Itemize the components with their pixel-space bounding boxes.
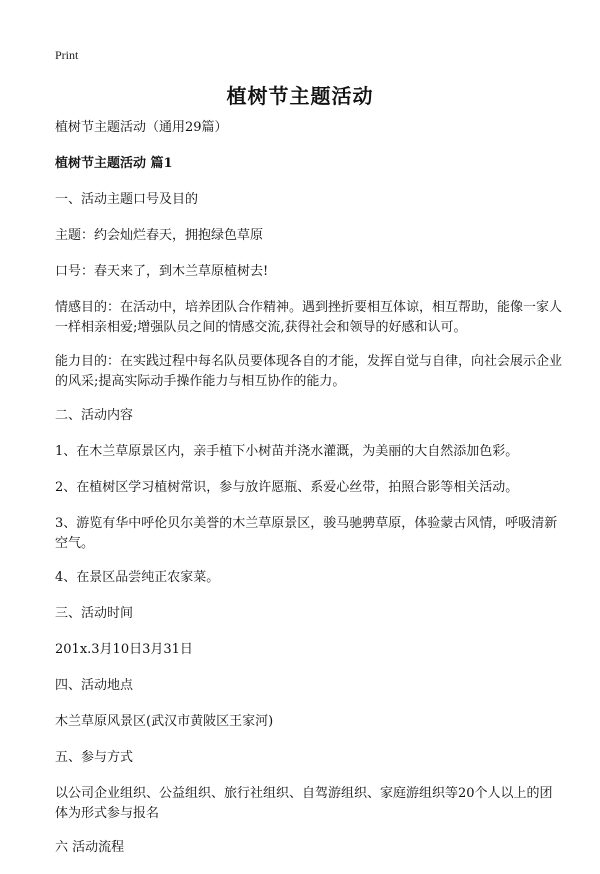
activity-time: 201x.3月10日3月31日 — [55, 642, 193, 657]
content-item-3: 3、游览有华中呼伦贝尔美誉的木兰草原景区，骏马驰骋草原，体验蒙古风情，呼吸清新空气。 — [55, 516, 558, 551]
heading-activity-process: 六 活动流程 — [55, 840, 125, 855]
document-body — [55, 118, 565, 874]
content-item-1: 1、在木兰草原景区内，亲手植下小树苗并浇水灌溉，为美丽的大自然添加色彩。 — [55, 444, 519, 459]
heading-participation: 五、参与方式 — [55, 750, 134, 765]
emotional-goal: 情感目的：在活动中，培养团队合作精神。遇到挫折要相互体谅，相互帮助，能像一家人一样相亲相爱;增强队员之间的情感交流,获得社会和领导的好感和认可。 — [55, 300, 563, 335]
participation-method: 以公司企业组织、公益组织、旅行社组织、自驾游组织、家庭游组织等20个人以上的团体为形式参与报名 — [55, 786, 553, 821]
heading-activity-time: 三、活动时间 — [55, 606, 134, 621]
heading-activity-location: 四、活动地点 — [55, 678, 134, 693]
subtitle: 植树节主题活动（通用29篇） — [55, 120, 228, 135]
heading-activity-content: 二、活动内容 — [55, 408, 134, 423]
content-item-4: 4、在景区品尝纯正农家菜。 — [55, 570, 220, 585]
activity-location: 木兰草原风景区(武汉市黄陂区王家河) — [55, 714, 274, 729]
ability-goal: 能力目的：在实践过程中每名队员要体现各自的才能，发挥自觉与自律，向社会展示企业的风采;提高实际动手操作能力与相互协作的能力。 — [55, 354, 563, 389]
document-title: 植树节主题活动 — [226, 84, 374, 108]
theme-line: 主题：约会灿烂春天，拥抱绿色草原 — [55, 228, 264, 243]
heading-theme-purpose: 一、活动主题口号及目的 — [55, 192, 199, 207]
slogan-line: 口号：春天来了，到木兰草原植树去! — [55, 264, 269, 279]
content-item-2: 2、在植树区学习植树常识，参与放许愿瓶、系爱心丝带，拍照合影等相关活动。 — [55, 480, 519, 495]
section-heading: 植树节主题活动 篇1 — [55, 156, 173, 171]
print-link[interactable]: Print — [55, 48, 79, 62]
